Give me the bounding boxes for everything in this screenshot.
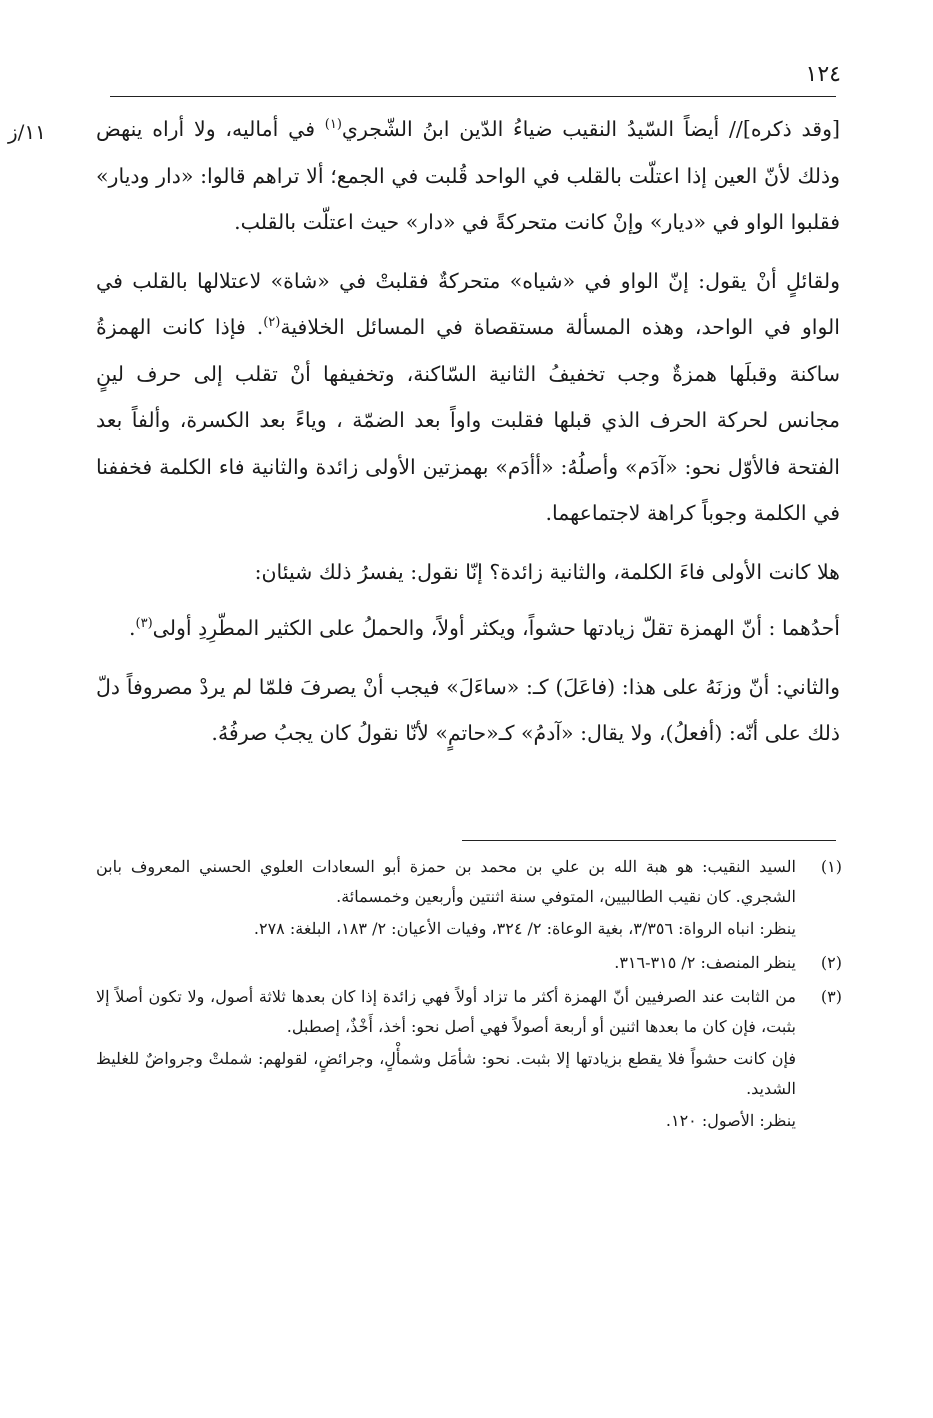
- paragraph-text: .: [128, 616, 136, 640]
- paragraph-text: في أماليه، ولا أراه ينهض وذلك لأنّ العين إذا اعتلّت بالقلب في الواحد قُلبت في الجمع؛ ألا تراهم قالوا: «دار وديار» فقلبوا الواو في «ديار» وإنْ كانت متحركةً في «دار» حيث اعتلّت بالقلب.: [96, 117, 840, 234]
- footnote-line: فإن كانت حشواً فلا يقطع بزيادتها إلا بثبت. نحو: شأمَل وشمأْلٍ، وجرائضٍ، لقولهم: شملتْ وجرواضٌ للغليظ الشديد.: [96, 1049, 796, 1098]
- paragraph-text: والثاني: أنّ وزنَهُ على هذا: (فاعَلَ) كـ: «ساءَلَ» فيجب أنْ يصرفَ فلمّا لم يردْ مصروفاً دلّ ذلك على أنّه: (أفعلُ)، ولا يقال: «آدمُ» كـ«حاتمٍ» لأنّا نقولُ كان يجبُ صرفُهُ.: [96, 674, 840, 745]
- footnotes: [96, 852, 842, 1140]
- footnote-ref: (٣): [135, 616, 153, 632]
- paragraph-5: [96, 664, 840, 757]
- footnote-body: [96, 852, 796, 944]
- main-text: [96, 106, 840, 769]
- footnote-number: (١): [820, 857, 842, 876]
- footnote-line: ينظر: الأصول: ١٢٠.: [665, 1111, 796, 1130]
- paragraph-3: [96, 549, 840, 596]
- footnote-number: (٣): [820, 987, 842, 1006]
- paragraph-1: [96, 106, 840, 246]
- header-rule: [110, 96, 836, 97]
- footnote-line: من الثابت عند الصرفيين أنّ الهمزة أكثر ما تزاد أولاً فهي زائدة إذا كان بعدها ثلاثة أصول، ولا تكون أصلاً إلا بثبت، فإن كان ما بعدها اثنين أو أربعة أصولاً فهي أصل نحو: أخذ، أَخْذٌ، إصطبل.: [96, 987, 796, 1036]
- paragraph-text: أحدُهما : أنّ الهمزة تقلّ زيادتها حشواً، ويكثر أولاً، والحملُ على الكثير المطّرِدِ أولى: [152, 616, 840, 640]
- paragraph-2: [96, 258, 840, 537]
- paragraph-text: ولقائلٍ أنْ يقول: إنّ الواو في «شياه» متحركةٌ فقلبتْ في «شاة» لاعتلالها بالقلب في الواو في الواحد، وهذه المسألة مستقصاة في المسائل الخلافية: [96, 268, 840, 339]
- footnote-2: [96, 948, 842, 978]
- paragraph-4: [96, 605, 840, 652]
- footnote-line: ينظر المنصف: ٢/ ٣١٥-٣١٦.: [614, 953, 796, 972]
- paragraph-text: [وقد ذكره]// أيضاً السّيدُ النقيب ضياءُ الدّين ابنُ الشّجري: [341, 117, 840, 141]
- paragraph-text: . فإذا كانت الهمزةُ ساكنة وقبلَها همزةٌ وجب تخفيفُ الثانية السّاكنة، وتخفيفها أنْ تقلب إلى حرف لينٍ مجانس لحركة الحرف الذي قبلها فقلبت واواً بعد الضمّة ، وياءً بعد الكسرة، وألفاً بعد الفتحة فالأوّل نحو: «آدَم» وأصلُهُ: «أأدَم» بهمزتين الأولى زائدة والثانية فاء الكلمة فخففنا في الكلمة وجوباً كراهة لاجتماعهما.: [96, 315, 840, 525]
- footnote-1: [96, 852, 842, 944]
- footnote-rule: [462, 840, 836, 841]
- footnote-number: (٢): [820, 953, 842, 972]
- footnote-ref: (٢): [263, 315, 281, 331]
- page-number: ١٢٤: [805, 62, 841, 87]
- footnote-line: السيد النقيب: هو هبة الله بن علي بن محمد بن حمزة أبو السعادات العلوي الحسني المعروف بابن الشجري. كان نقيب الطالبيين، المتوفي سنة اثنتين وأربعين وخمسمائة.: [96, 857, 796, 906]
- paragraph-text: هلا كانت الأولى فاءَ الكلمة، والثانية زائدة؟ إنّا نقول: يفسرُ ذلك شيئان:: [254, 559, 840, 584]
- footnote-line: ينظر: انباه الرواة: ٣/٣٥٦، بغية الوعاة: ٢/ ٣٢٤، وفيات الأعيان: ٢/ ١٨٣، البلغة: ٢٧٨.: [253, 919, 796, 938]
- margin-reference: ١١/ز: [8, 120, 46, 144]
- footnote-3: [96, 982, 842, 1136]
- footnote-body: [96, 948, 796, 978]
- footnote-body: [96, 982, 796, 1136]
- footnote-ref: (١): [324, 117, 342, 133]
